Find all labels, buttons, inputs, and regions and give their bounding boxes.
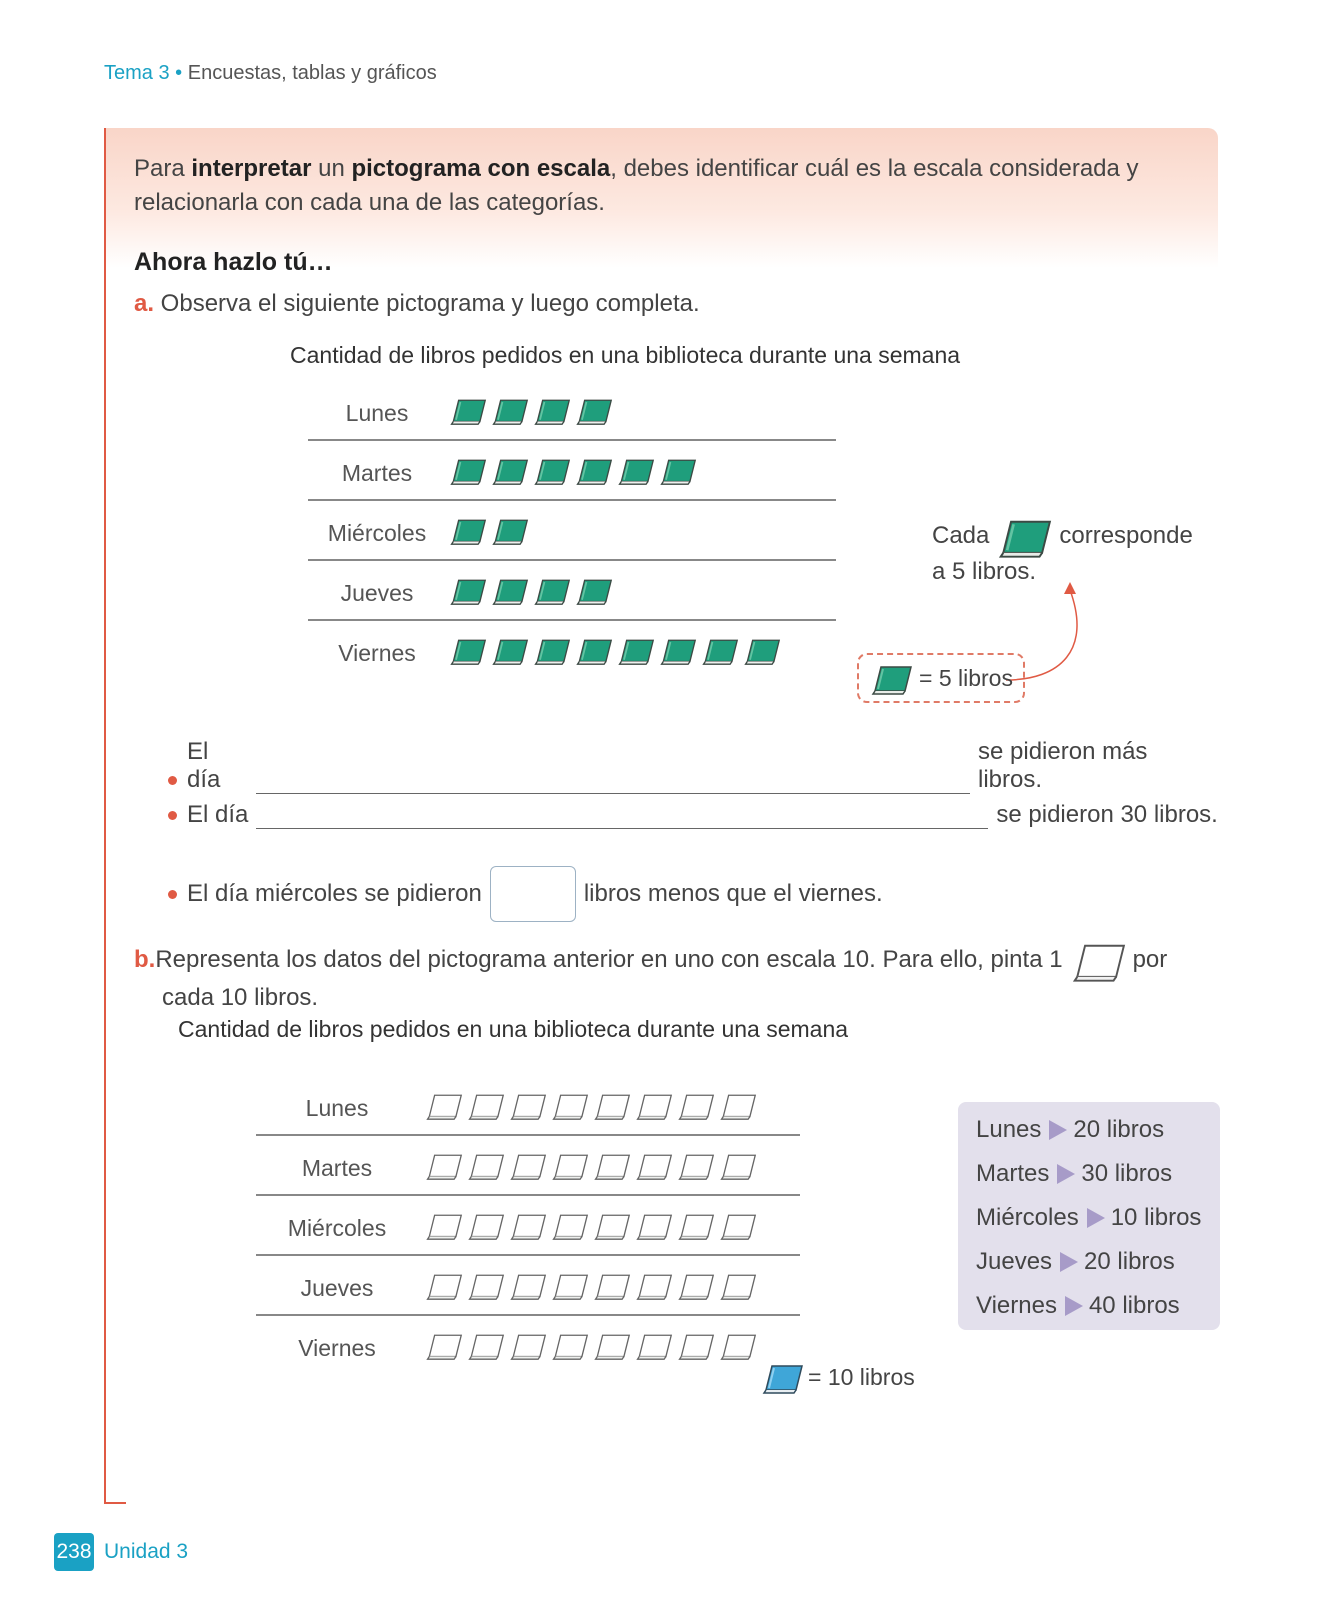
page-number: 238: [54, 1533, 94, 1571]
icon-row: [448, 454, 697, 486]
icon-row: [448, 394, 613, 426]
empty-book-icon[interactable]: [466, 1269, 505, 1301]
empty-book-icon[interactable]: [634, 1329, 673, 1361]
empty-book-icon[interactable]: [676, 1149, 715, 1181]
empty-book-icon[interactable]: [424, 1149, 463, 1181]
empty-book-icon[interactable]: [466, 1149, 505, 1181]
empty-book-icon[interactable]: [550, 1269, 589, 1301]
legend-text: = 10 libros: [808, 1363, 915, 1390]
play-arrow-icon: [1065, 1296, 1083, 1316]
book-icon: [490, 514, 529, 546]
book-icon: [574, 394, 613, 426]
question-text: Observa el siguiente pictograma y luego completa.: [154, 290, 700, 317]
practice-heading: Ahora hazlo tú…: [134, 248, 333, 276]
empty-book-icon[interactable]: [508, 1149, 547, 1181]
question-a: [134, 290, 700, 318]
intro-paragraph: [134, 152, 1184, 220]
bullet-prefix: El día: [187, 801, 249, 828]
question-text: por: [1132, 946, 1168, 973]
empty-book-icon[interactable]: [424, 1209, 463, 1241]
empty-book-icon: [1069, 938, 1127, 982]
icon-row[interactable]: [424, 1149, 757, 1181]
empty-book-icon[interactable]: [508, 1209, 547, 1241]
row-divider: [308, 619, 836, 621]
data-summary-row: [976, 1108, 1220, 1152]
book-icon: [658, 454, 697, 486]
empty-book-icon[interactable]: [718, 1269, 757, 1301]
empty-book-icon[interactable]: [634, 1269, 673, 1301]
bullet-dot: [168, 890, 177, 899]
empty-book-icon[interactable]: [592, 1089, 631, 1121]
book-icon: [995, 514, 1053, 558]
empty-book-icon[interactable]: [634, 1209, 673, 1241]
day-label: Jueves: [976, 1248, 1053, 1275]
empty-book-icon[interactable]: [676, 1269, 715, 1301]
book-icon: [574, 634, 613, 666]
empty-book-icon[interactable]: [718, 1089, 757, 1121]
bullet-prefix: El día: [187, 738, 221, 793]
empty-book-icon[interactable]: [676, 1329, 715, 1361]
book-icon: [532, 394, 571, 426]
bullet-suffix: se pidieron más libros.: [978, 738, 1148, 793]
row-label: Miércoles: [327, 520, 427, 546]
empty-book-icon[interactable]: [634, 1089, 673, 1121]
data-summary-row: [976, 1152, 1220, 1196]
empty-book-icon[interactable]: [718, 1209, 757, 1241]
icon-row: [448, 634, 781, 666]
bullet-suffix: se pidieron 30 libros.: [996, 801, 1218, 828]
book-icon: [700, 634, 739, 666]
empty-book-icon[interactable]: [718, 1329, 757, 1361]
note-line2: a 5 libros.: [932, 558, 1037, 585]
row-divider: [256, 1194, 800, 1196]
bullet-dot: [168, 776, 177, 785]
chart-a-title: Cantidad de libros pedidos en una biblioteca durante una semana: [290, 342, 961, 368]
book-icon: [532, 574, 571, 606]
note-text: corresponde: [1059, 522, 1193, 549]
intro-text: un: [311, 155, 352, 182]
bullet-suffix: libros menos que el viernes.: [583, 880, 883, 907]
play-arrow-icon: [1060, 1252, 1078, 1272]
book-icon: [448, 634, 487, 666]
empty-book-icon[interactable]: [508, 1329, 547, 1361]
book-icon: [574, 574, 613, 606]
topic-number: Tema 3: [104, 62, 170, 84]
legend-b: [760, 1360, 915, 1394]
book-count: 40 libros: [1088, 1292, 1180, 1319]
answer-line[interactable]: [256, 800, 988, 829]
bullet-most-books: [168, 738, 1218, 794]
empty-book-icon[interactable]: [676, 1089, 715, 1121]
empty-book-icon[interactable]: [466, 1329, 505, 1361]
topic-title: Encuestas, tablas y gráficos: [187, 62, 437, 84]
unit-label: Unidad 3: [104, 1540, 189, 1563]
empty-book-icon[interactable]: [508, 1269, 547, 1301]
book-icon: [490, 394, 529, 426]
empty-book-icon[interactable]: [424, 1269, 463, 1301]
book-icon: [616, 634, 655, 666]
book-count: 30 libros: [1081, 1160, 1173, 1187]
book-icon: [869, 661, 913, 695]
empty-book-icon[interactable]: [424, 1329, 463, 1361]
section-frame-bottom: [104, 1502, 126, 1504]
book-icon: [532, 634, 571, 666]
book-icon: [490, 634, 529, 666]
row-label: Jueves: [300, 1275, 374, 1301]
empty-book-icon[interactable]: [424, 1089, 463, 1121]
data-summary-row: [976, 1196, 1220, 1240]
header-separator: •: [175, 62, 183, 84]
book-icon: [490, 454, 529, 486]
icon-row[interactable]: [424, 1209, 757, 1241]
row-label: Lunes: [305, 1095, 369, 1121]
data-summary-box: [958, 1102, 1220, 1330]
empty-book-icon[interactable]: [550, 1089, 589, 1121]
note-text: Cada: [932, 522, 990, 549]
empty-book-icon[interactable]: [592, 1209, 631, 1241]
row-divider: [308, 439, 836, 441]
question-b: [134, 938, 1194, 1014]
day-label: Viernes: [976, 1292, 1057, 1319]
empty-book-icon[interactable]: [508, 1089, 547, 1121]
intro-text: , debes identificar cuál es la escala considerada y relacionarla con cada una de las categorías.: [134, 155, 1139, 216]
row-divider: [308, 499, 836, 501]
icon-row[interactable]: [424, 1269, 757, 1301]
book-icon: [532, 454, 571, 486]
row-divider: [256, 1314, 800, 1316]
empty-book-icon[interactable]: [466, 1089, 505, 1121]
legend-a: [857, 653, 1025, 703]
day-label: Martes: [976, 1160, 1050, 1187]
bullet-prefix: El día miércoles se pidieron: [187, 880, 482, 907]
empty-book-icon[interactable]: [592, 1329, 631, 1361]
book-icon: [448, 394, 487, 426]
legend-text: = 5 libros: [919, 664, 1013, 691]
empty-book-icon[interactable]: [592, 1149, 631, 1181]
play-arrow-icon: [1087, 1208, 1105, 1228]
answer-line[interactable]: [256, 765, 970, 794]
empty-book-icon[interactable]: [634, 1149, 673, 1181]
chart-b-title: Cantidad de libros pedidos en una biblioteca durante una semana: [178, 1016, 849, 1042]
question-letter: a.: [134, 290, 155, 317]
book-count: 20 libros: [1084, 1248, 1175, 1275]
empty-book-icon[interactable]: [550, 1149, 589, 1181]
answer-box[interactable]: [490, 866, 576, 922]
icon-row: [448, 514, 529, 546]
book-count: 10 libros: [1110, 1204, 1202, 1231]
row-label: Viernes: [298, 1335, 376, 1361]
question-text: cada 10 libros.: [162, 984, 319, 1011]
icon-row[interactable]: [424, 1329, 757, 1361]
book-icon: [616, 454, 655, 486]
row-label: Martes: [301, 1155, 373, 1181]
empty-book-icon[interactable]: [718, 1149, 757, 1181]
intro-bold: pictograma con escala: [351, 155, 611, 182]
row-divider: [256, 1134, 800, 1136]
bullet-difference: [168, 866, 883, 922]
empty-book-icon[interactable]: [592, 1269, 631, 1301]
icon-row: [448, 574, 613, 606]
empty-book-icon[interactable]: [676, 1209, 715, 1241]
page-header: [104, 62, 437, 85]
bullet-dot: [168, 811, 177, 820]
book-icon: [574, 454, 613, 486]
book-icon: [448, 514, 487, 546]
book-icon: [658, 634, 697, 666]
row-label: Martes: [341, 460, 413, 486]
empty-book-icon[interactable]: [466, 1209, 505, 1241]
row-divider: [308, 559, 836, 561]
day-label: Lunes: [976, 1116, 1042, 1143]
data-summary-row: [976, 1284, 1220, 1328]
row-label: Miércoles: [287, 1215, 387, 1241]
bullet-30-books: [168, 800, 1218, 829]
data-summary-row: [976, 1240, 1220, 1284]
icon-row[interactable]: [424, 1089, 757, 1121]
play-arrow-icon: [1057, 1164, 1075, 1184]
day-label: Miércoles: [976, 1204, 1079, 1231]
empty-book-icon[interactable]: [550, 1329, 589, 1361]
book-icon: [490, 574, 529, 606]
row-divider: [256, 1254, 800, 1256]
intro-bold: interpretar: [191, 155, 312, 182]
scale-note: [932, 514, 1193, 558]
blue-book-icon: [760, 1360, 804, 1394]
row-label: Viernes: [338, 640, 416, 666]
row-label: Jueves: [340, 580, 414, 606]
play-arrow-icon: [1049, 1120, 1067, 1140]
question-text: Representa los datos del pictograma anterior en uno con escala 10. Para ello, pinta 1: [155, 946, 1063, 973]
row-label: Lunes: [345, 400, 409, 426]
book-icon: [448, 574, 487, 606]
book-icon: [742, 634, 781, 666]
question-letter: b.: [134, 946, 156, 973]
book-count: 20 libros: [1073, 1116, 1165, 1143]
book-icon: [448, 454, 487, 486]
empty-book-icon[interactable]: [550, 1209, 589, 1241]
intro-text: Para: [134, 155, 192, 182]
